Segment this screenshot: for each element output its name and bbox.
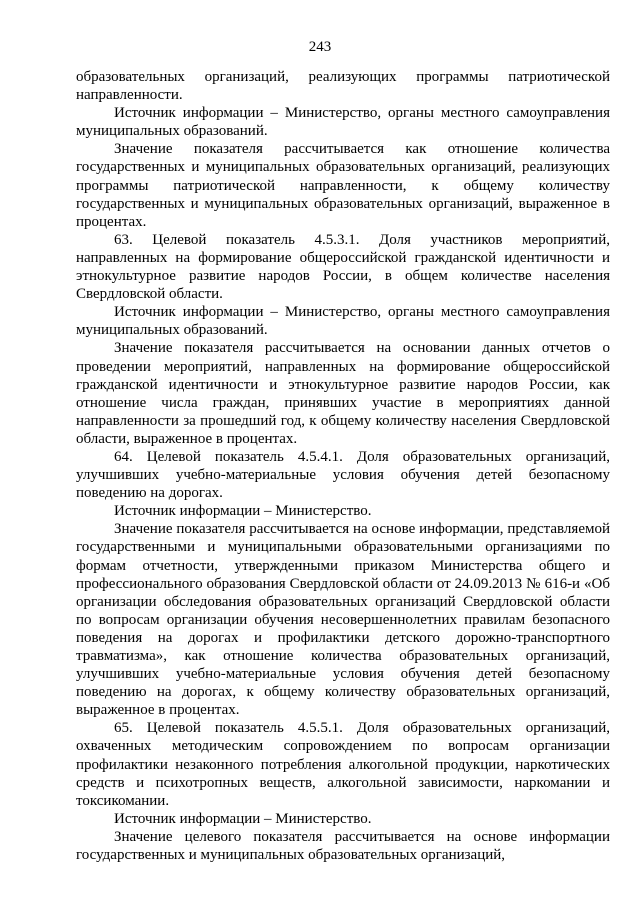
paragraph: 63. Целевой показатель 4.5.3.1. Доля участников мероприятий, направленных на формирование общероссийской гражданской идентичности и этнокультурное развитие народов России, в общем количестве населения Свердловской области. (76, 231, 610, 303)
paragraph: Значение показателя рассчитывается как отношение количества государственных и муниципальных образовательных организаций, реализующих программы патриотической направленности, к общему количеству государственных и муниципальных образовательных организаций, выраженное в процентах. (76, 141, 610, 230)
paragraph: Значение показателя рассчитывается на основе информации, представляемой государственными и муниципальными образовательными организациями по формам отчетности, утвержденными приказом Министерства общего и профессионального образования Свердловской области от 24.09.2013 № 616-и «Об организации обследования образовательных организаций Свердловской области по вопросам организации обучения несовершеннолетних правилам безопасного поведения на дорогах и профилактики детского дорожно-транспортного травматизма», как отношение количества образовательных организаций, улучшивших учебно-материальные условия обучения детей безопасному поведению на дорогах, к общему количеству образовательных организаций, выраженное в процентах. (76, 521, 610, 719)
page-number: 243 (308, 39, 332, 55)
paragraph: Источник информации – Министерство, органы местного самоуправления муниципальных образований. (76, 304, 610, 339)
paragraph: 65. Целевой показатель 4.5.5.1. Доля образовательных организаций, охваченных методическим сопровождением по вопросам организации профилактики незаконного потребления алкогольной продукции, наркотических средств и психотропных веществ, алкогольной зависимости, наркомании и токсикомании. (76, 720, 610, 809)
paragraph: 64. Целевой показатель 4.5.4.1. Доля образовательных организаций, улучшивших учебно-материальные условия обучения детей безопасному поведению на дорогах. (76, 448, 610, 502)
paragraph: образовательных организаций, реализующих программы патриотической направленности. (76, 69, 610, 104)
paragraph: Значение показателя рассчитывается на основании данных отчетов о проведении мероприятий, направленных на формирование общероссийской гражданской идентичности и этнокультурное развитие народов России, как отношение числа граждан, принявших участие в мероприятиях данной направленности за прошедший год, к общему количеству населения Свердловской области, выраженное в процентах. (76, 340, 610, 447)
document-body (76, 68, 610, 864)
paragraph: Значение целевого показателя рассчитывается на основе информации государственных и муниципальных образовательных организаций, (76, 828, 610, 864)
paragraph: Источник информации – Министерство. (114, 810, 372, 827)
paragraph: Источник информации – Министерство. (114, 503, 372, 520)
paragraph: Источник информации – Министерство, органы местного самоуправления муниципальных образований. (76, 105, 610, 140)
